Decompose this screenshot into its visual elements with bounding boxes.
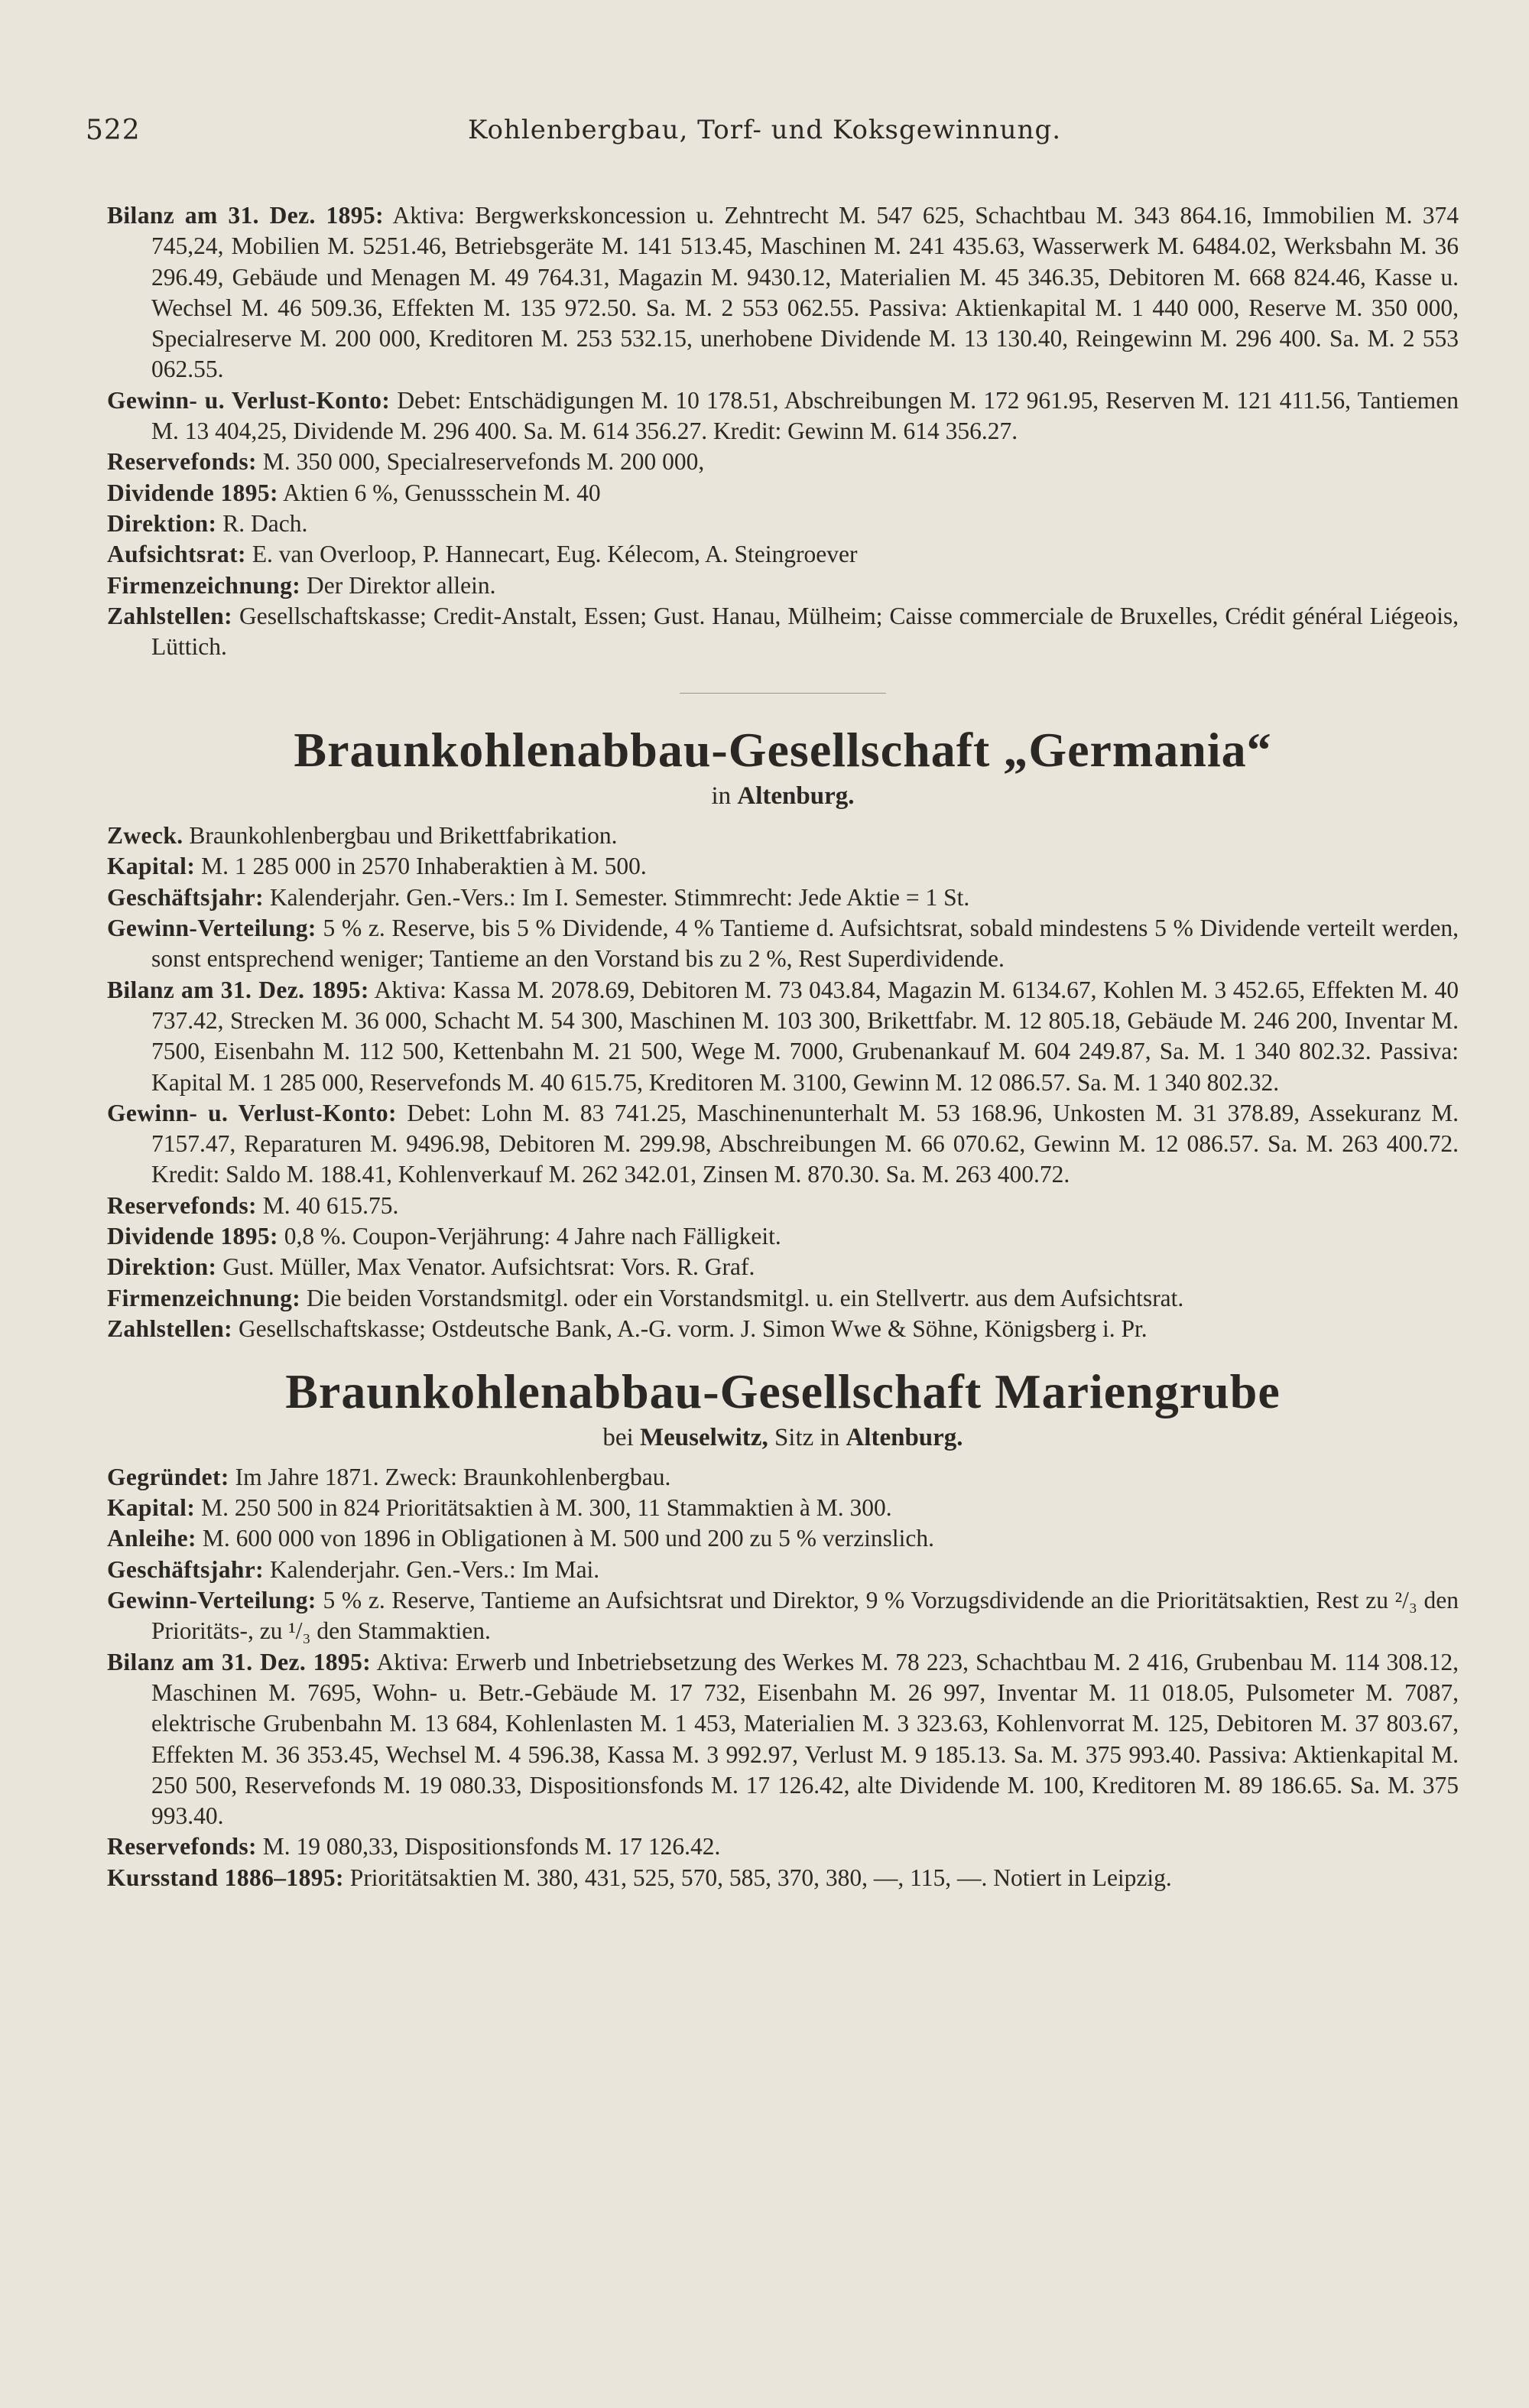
entry-reservefonds: Reservefonds: M. 350 000, Specialreservefonds M. 200 000, [107, 448, 705, 476]
entry-kapital: Kapital: M. 1 285 000 in 2570 Inhaberaktien à M. 500. [107, 853, 647, 880]
company-location-germania: in Altenburg. [711, 782, 855, 811]
entry-reservefonds: Reservefonds: M. 19 080,33, Dispositionsfonds M. 17 126.42. [107, 1833, 721, 1860]
entry-zweck: Zweck. Braunkohlenbergbau und Brikettfabrikation. [107, 822, 618, 850]
section-mariengrube [107, 1363, 1459, 1893]
entry-geschaeftsjahr: Geschäftsjahr: Kalenderjahr. Gen.-Vers.: Im I. Semester. Stimmrecht: Jede Aktie = 1 St. [107, 883, 970, 911]
entry-zahlstellen: Zahlstellen: Gesellschaftskasse; Ostdeutsche Bank, A.-G. vorm. J. Simon Wwe & Söhne, Königsberg i. Pr. [107, 1314, 1148, 1342]
entry-kursstand: Kursstand 1886–1895: Prioritätsaktien M. 380, 431, 525, 570, 585, 370, 380, —, 115, —. Notiert in Leipzig. [107, 1864, 1172, 1891]
section-germania [107, 721, 1459, 1344]
entry-direktion: Direktion: Gust. Müller, Max Venator. Aufsichtsrat: Vors. R. Graf. [107, 1253, 755, 1281]
company-location-mariengrube: bei Meuselwitz, Sitz in Altenburg. [602, 1423, 963, 1451]
entry-dividende: Dividende 1895: 0,8 %. Coupon-Verjährung: 4 Jahre nach Fälligkeit. [107, 1223, 781, 1249]
entry-gegruendet: Gegründet: Im Jahre 1871. Zweck: Braunkohlenbergbau. [107, 1463, 671, 1490]
section-continued-company [107, 200, 1459, 662]
entry-gewinn-verteilung: Gewinn-Verteilung: 5 % z. Reserve, bis 5 % Dividende, 4 % Tantieme d. Aufsichtsrat, sobald mindestens 5 % Dividende verteilt werden, sonst entsprechend weniger; Tantieme an den Vorstand bis zu 2 %, Rest Superdividende. [107, 915, 1459, 973]
entry-zahlstellen: Zahlstellen: Gesellschaftskasse; Credit-Anstalt, Essen; Gust. Hanau, Mülheim; Caisse commerciale de Bruxelles, Crédit général Liégeois, Lüttich. [107, 602, 1459, 661]
entry-firmenzeichnung: Firmenzeichnung: Der Direktor allein. [107, 571, 496, 599]
entry-bilanz: Bilanz am 31. Dez. 1895: Aktiva: Kassa M. 2078.69, Debitoren M. 73 043.84, Magazin M. 6134.67, Kohlen M. 3 452.65, Effekten M. 40 737.42, Strecken M. 36 000, Schacht M. 54 300, Maschinen M. 103 300, Brikettfabr. M. 12 805.18, Gebäude M. 246 200, Inventar M. 7500, Eisenbahn M. 112 500, Kettenbahn M. 21 500, Wege M. 7000, Grubenankauf M. 604 249.87, Sa. M. 1 340 802.32. Passiva: Kapital M. 1 285 000, Reservefonds M. 40 615.75, Kreditoren M. 3100, Gewinn M. 12 086.57. Sa. M. 1 340 802.32. [107, 976, 1459, 1096]
page-number: 522 [86, 115, 141, 146]
entry-geschaeftsjahr: Geschäftsjahr: Kalenderjahr. Gen.-Vers.: Im Mai. [107, 1555, 600, 1583]
entry-direktion: Direktion: R. Dach. [107, 509, 308, 537]
entry-aufsichtsrat: Aufsichtsrat: E. van Overloop, P. Hannecart, Eug. Kélecom, A. Steingroever [107, 541, 858, 568]
entry-gewinn-verteilung: Gewinn-Verteilung: 5 % z. Reserve, Tantieme an Aufsichtsrat und Direktor, 9 % Vorzugsdividende an die Prioritätsaktien, Rest zu ²/₃ den Prioritäts-, zu ¹/₃ den Stammaktien. [107, 1587, 1459, 1645]
entry-bilanz: Bilanz am 31. Dez. 1895: Aktiva: Bergwerkskoncession u. Zehntrecht M. 547 625, Schachtbau M. 343 864.16, Immobilien M. 374 745,24, Mobilien M. 5251.46, Betriebsgeräte M. 141 513.45, Maschinen M. 241 435.63, Wasserwerk M. 6484.02, Werksbahn M. 36 296.49, Gebäude und Menagen M. 49 764.31, Magazin M. 9430.12, Materialien M. 45 346.35, Debitoren M. 668 824.46, Kasse u. Wechsel M. 46 509.36, Effekten M. 135 972.50. Sa. M. 2 553 062.55. Passiva: Aktienkapital M. 1 440 000, Reserve M. 350 000, Specialreserve M. 200 000, Kreditoren M. 253 532.15, unerhobene Dividende M. 13 130.40, Reingewinn M. 296 400. Sa. M. 2 553 062.55. [107, 202, 1459, 383]
entry-kapital: Kapital: M. 250 500 in 824 Prioritätsaktien à M. 300, 11 Stammaktien à M. 300. [107, 1494, 892, 1522]
entry-gewinn-verlust: Gewinn- u. Verlust-Konto: Debet: Entschädigungen M. 10 178.51, Abschreibungen M. 172 961.95, Reserven M. 121 411.56, Tantiemen M. 13 404,25, Dividende M. 296 400. Sa. M. 614 356.27. Kredit: Gewinn M. 614 356.27. [107, 386, 1459, 445]
entry-reservefonds: Reservefonds: M. 40 615.75. [107, 1191, 399, 1219]
section-gap [107, 1344, 1459, 1363]
running-title: Kohlenbergbau, Torf- und Koksgewinnung. [467, 115, 1062, 145]
entry-bilanz: Bilanz am 31. Dez. 1895: Aktiva: Erwerb und Inbetriebsetzung des Werkes M. 78 223, Schachtbau M. 2 416, Grubenbau M. 114 308.12, Maschinen M. 7695, Wohn- u. Betr.-Gebäude M. 17 732, Eisenbahn M. 26 997, Inventar M. 11 018.05, Pulsometer M. 7087, elektrische Grubenbahn M. 13 684, Kohlenlasten M. 1 453, Materialien M. 3 323.63, Kohlenvorrat M. 125, Debitoren M. 37 803.67, Effekten M. 36 353.45, Wechsel M. 4 596.38, Kassa M. 3 992.97, Verlust M. 9 185.13. Sa. M. 375 993.40. Passiva: Aktienkapital M. 250 500, Reservefonds M. 19 080.33, Dispositionsfonds M. 17 126.42, alte Dividende M. 100, Kreditoren M. 89 186.65. Sa. M. 375 993.40. [107, 1648, 1459, 1830]
company-title-germania: Braunkohlenabbau-Gesellschaft „Germania“ [294, 723, 1272, 778]
section-divider [680, 693, 886, 694]
entry-anleihe: Anleihe: M. 600 000 von 1896 in Obligationen à M. 500 und 200 zu 5 % verzinslich. [107, 1525, 934, 1552]
entry-gewinn-verlust: Gewinn- u. Verlust-Konto: Debet: Lohn M. 83 741.25, Maschinenunterhalt M. 53 168.96, Unkosten M. 31 378.89, Assekuranz M. 7157.47, Reparaturen M. 9496.98, Debitoren M. 299.98, Abschreibungen M. 66 070.62, Gewinn M. 12 086.57. Sa. M. 263 400.72. Kredit: Saldo M. 188.41, Kohlenverkauf M. 262 342.01, Zinsen M. 870.30. Sa. M. 263 400.72. [107, 1099, 1459, 1188]
entry-dividende: Dividende 1895: Aktien 6 %, Genussschein M. 40 [107, 479, 601, 506]
page-content [107, 115, 1459, 1893]
entry-firmenzeichnung: Firmenzeichnung: Die beiden Vorstandsmitgl. oder ein Vorstandsmitgl. u. ein Stellvertr. aus dem Aufsichtsrat. [107, 1284, 1184, 1311]
company-title-mariengrube: Braunkohlenabbau-Gesellschaft Mariengrube [285, 1364, 1281, 1419]
